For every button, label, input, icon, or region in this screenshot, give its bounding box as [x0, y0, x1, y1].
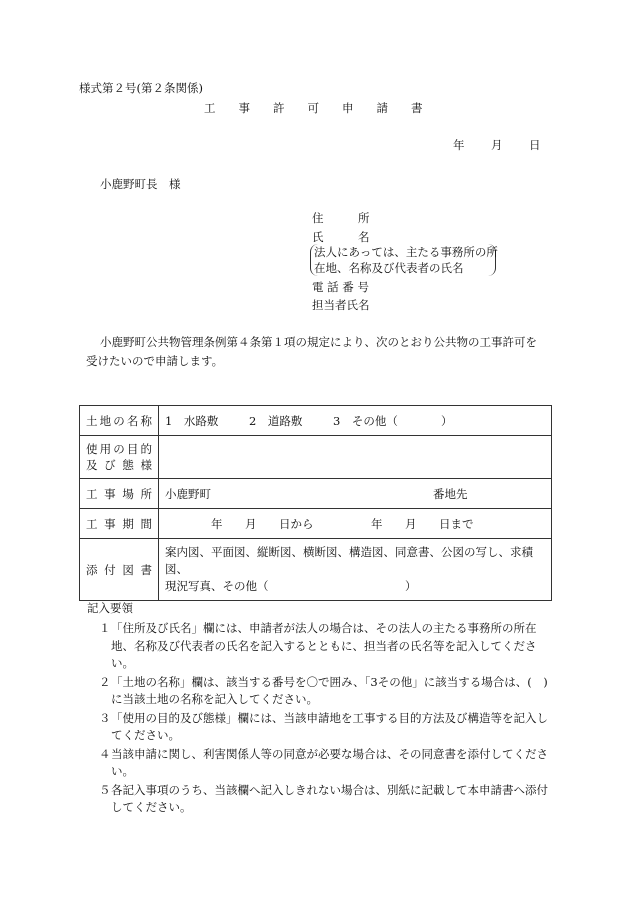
- land-option-1[interactable]: 1 水路敷: [165, 413, 219, 428]
- intro-line-1: 小鹿野町公共物管理条例第４条第１項の規定により、次のとおり公共物の工事許可を: [100, 335, 537, 349]
- location-suffix: 番地先: [433, 486, 468, 501]
- purpose-field[interactable]: [159, 436, 552, 479]
- attach-line-1: 案内図、平面図、縦断図、横断図、構造図、同意書、公図の写し、求積図、: [165, 545, 533, 576]
- instruction-number: ２: [99, 674, 111, 689]
- date-month: 月: [491, 138, 503, 152]
- row-attachments: [80, 539, 552, 601]
- land-option-close: ）: [441, 413, 453, 428]
- intro-line-2: 受けたいので申請します。: [86, 354, 224, 368]
- land-option-3[interactable]: 3 その他（: [333, 413, 398, 428]
- applicant-contact-label: 担当者氏名: [312, 298, 370, 312]
- land-name-options[interactable]: [159, 406, 552, 436]
- row-land-name: [80, 406, 552, 436]
- period-start-year: 年: [211, 516, 223, 531]
- period-end-year: 年: [371, 516, 383, 531]
- attach-line-2-close: ）: [405, 579, 417, 593]
- instruction-number: ３: [99, 710, 111, 725]
- attach-label: 添付図書: [80, 539, 159, 601]
- purpose-label: [80, 436, 159, 479]
- period-end-day: 日まで: [439, 516, 474, 531]
- row-period: [80, 509, 552, 539]
- applicant-phone-label: 電 話 番 号: [312, 280, 369, 294]
- period-label: 工事期間: [80, 509, 159, 539]
- instructions: [79, 600, 559, 818]
- period-field[interactable]: [159, 509, 552, 539]
- corporate-note-line-2: 在地、名称及び代表者の氏名: [314, 261, 464, 275]
- land-option-2[interactable]: 2 道路敷: [249, 413, 303, 428]
- period-start-month: 月: [245, 516, 257, 531]
- instructions-heading: 記入要領: [87, 601, 133, 615]
- instruction-text: 「土地の名称」欄は、該当する番号を〇で囲み、「3その他」に該当する場合は、( )に当該土地の名称を記入してください。: [111, 674, 548, 706]
- form-number: 様式第２号(第２条関係): [79, 81, 203, 95]
- addressee: 小鹿野町長 様: [100, 177, 181, 191]
- location-town: 小鹿野町: [165, 486, 211, 501]
- instruction-item: [79, 746, 559, 781]
- instruction-number: ５: [99, 782, 111, 797]
- application-table: [79, 405, 552, 601]
- instruction-item: [79, 674, 559, 709]
- location-field[interactable]: [159, 479, 552, 509]
- corporate-note-bracket: [310, 244, 496, 276]
- instruction-text: 各記入事項のうち、当該欄へ記入しきれない場合は、別紙に記載して本申請書へ添付してください。: [111, 782, 548, 814]
- instruction-text: 当該申請に関し、利害関係人等の同意が必要な場合は、その同意書を添付してください。: [111, 746, 548, 778]
- date-day: 日: [529, 138, 541, 152]
- date-year: 年: [453, 138, 465, 152]
- instruction-item: [79, 620, 559, 673]
- period-end-month: 月: [405, 516, 417, 531]
- attach-line-2-text: 現況写真、その他（: [165, 579, 269, 593]
- instruction-item: [79, 782, 559, 817]
- land-name-label: 土地の名称: [80, 406, 159, 436]
- instruction-text: 「住所及び氏名」欄には、申請者が法人の場合は、その法人の主たる事務所の所在地、名称及び代表者の氏名を記入するとともに、担当者の氏名等を記入してください。: [111, 621, 537, 670]
- row-location: [80, 479, 552, 509]
- corporate-note-line-1: 法人にあっては、主たる事務所の所: [314, 245, 498, 259]
- row-purpose: [80, 436, 552, 479]
- instruction-item: [79, 710, 559, 745]
- purpose-label-line-1: 使用の目的: [86, 442, 152, 456]
- page-title: 工 事 許 可 申 請 書: [204, 101, 423, 115]
- instruction-number: １: [99, 621, 111, 635]
- attach-line-2: [165, 578, 545, 595]
- date-line: [453, 137, 541, 153]
- location-label: 工事場所: [80, 479, 159, 509]
- applicant-address-label: 住 所: [312, 211, 370, 225]
- period-start-day: 日から: [279, 516, 314, 531]
- attach-field[interactable]: [159, 539, 552, 601]
- applicant-name-label: 氏 名: [312, 230, 370, 244]
- instruction-text: 「使用の目的及び態様」欄には、当該申請地を工事する目的方法及び構造等を記入してください。: [111, 710, 548, 742]
- instruction-number: ４: [99, 746, 111, 761]
- purpose-label-line-2: 及び態様: [86, 458, 152, 472]
